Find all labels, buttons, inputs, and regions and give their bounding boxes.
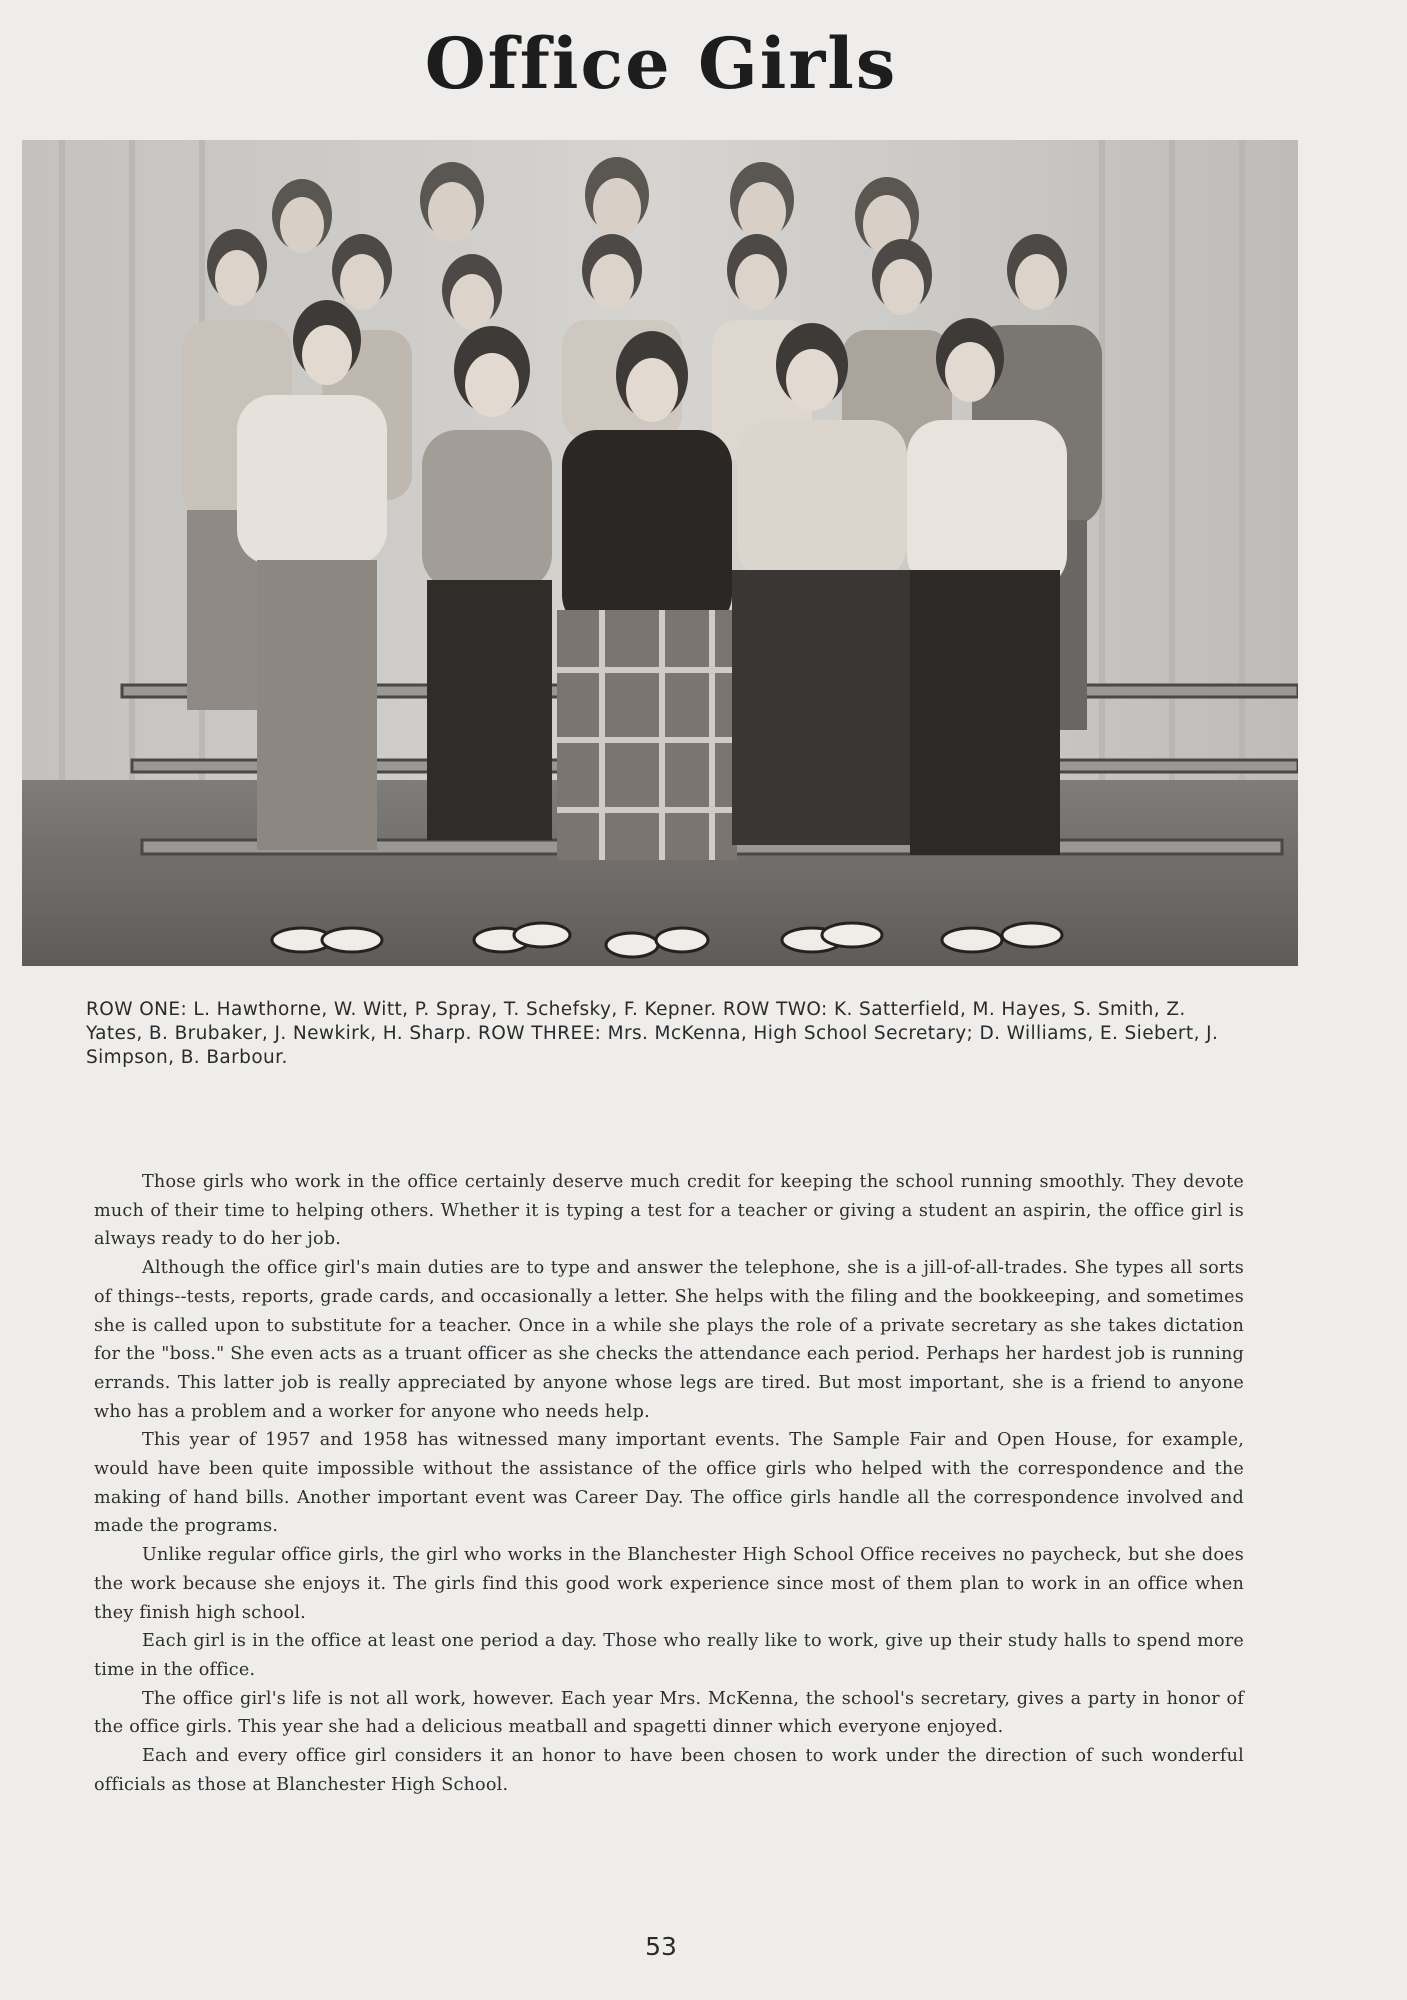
page-title: Office Girls <box>424 22 898 105</box>
article-paragraph: Those girls who work in the office certainly deserve much credit for keeping the school running smoothly. They devote much of their time to helping others. Whether it is typing a test for a teacher or giving a student an aspirin, the office girl is always ready to do her job. <box>94 1172 1244 1250</box>
article-paragraph: Unlike regular office girls, the girl who works in the Blanchester High School Office receives no paycheck, but she does the work because she enjoys it. The girls find this good work experience since most of them plan to work in an office when they finish high school. <box>94 1545 1244 1623</box>
photo-caption: ROW ONE: L. Hawthorne, W. Witt, P. Spray, T. Schefsky, F. Kepner. ROW TWO: K. Satterfield, M. Hayes, S. Smith, Z. Yates, B. Brubaker, J. Newkirk, H. Sharp. ROW THREE: Mrs. McKenna, High School Secretary; D. Williams, E. Siebert, J. Simpson, B. Barbour. <box>86 999 1219 1068</box>
article-paragraph: Although the office girl's main duties are to type and answer the telephone, she is a jill-of-all-trades. She types all sorts of things--tests, reports, grade cards, and occasionally a letter. She helps with the filing and the bookkeeping, and sometimes she is called upon to substitute for a teacher. Once in a while she plays the role of a private secretary as she takes dictation for the "boss." She even acts as a truant officer as she checks the attendance each period. Perhaps her hardest job is running errands. This latter job is really appreciated by anyone whose legs are tired. But most important, she is a friend to anyone who has a problem and a worker for anyone who needs help. <box>94 1258 1244 1422</box>
group-photo-image <box>22 140 1298 966</box>
article-paragraph: Each girl is in the office at least one period a day. Those who really like to work, give up their study halls to spend more time in the office. <box>94 1631 1244 1680</box>
article-paragraph: This year of 1957 and 1958 has witnessed many important events. The Sample Fair and Open House, for example, would have been quite impossible without the assistance of the office girls who helped with the correspondence and the making of hand bills. Another important event was Career Day. The office girls handle all the correspondence involved and made the programs. <box>94 1430 1244 1537</box>
article-paragraph: The office girl's life is not all work, however. Each year Mrs. McKenna, the school's secretary, gives a party in honor of the office girls. This year she had a delicious meatball and spagetti dinner which everyone enjoyed. <box>94 1688 1244 1738</box>
group-photo <box>22 140 1298 966</box>
article-body <box>94 1168 1244 1799</box>
page-number: 53 <box>645 1932 677 1961</box>
article-paragraph: Each and every office girl considers it an honor to have been chosen to work under the direction of such wonderful officials as those at Blanchester High School. <box>94 1746 1244 1795</box>
